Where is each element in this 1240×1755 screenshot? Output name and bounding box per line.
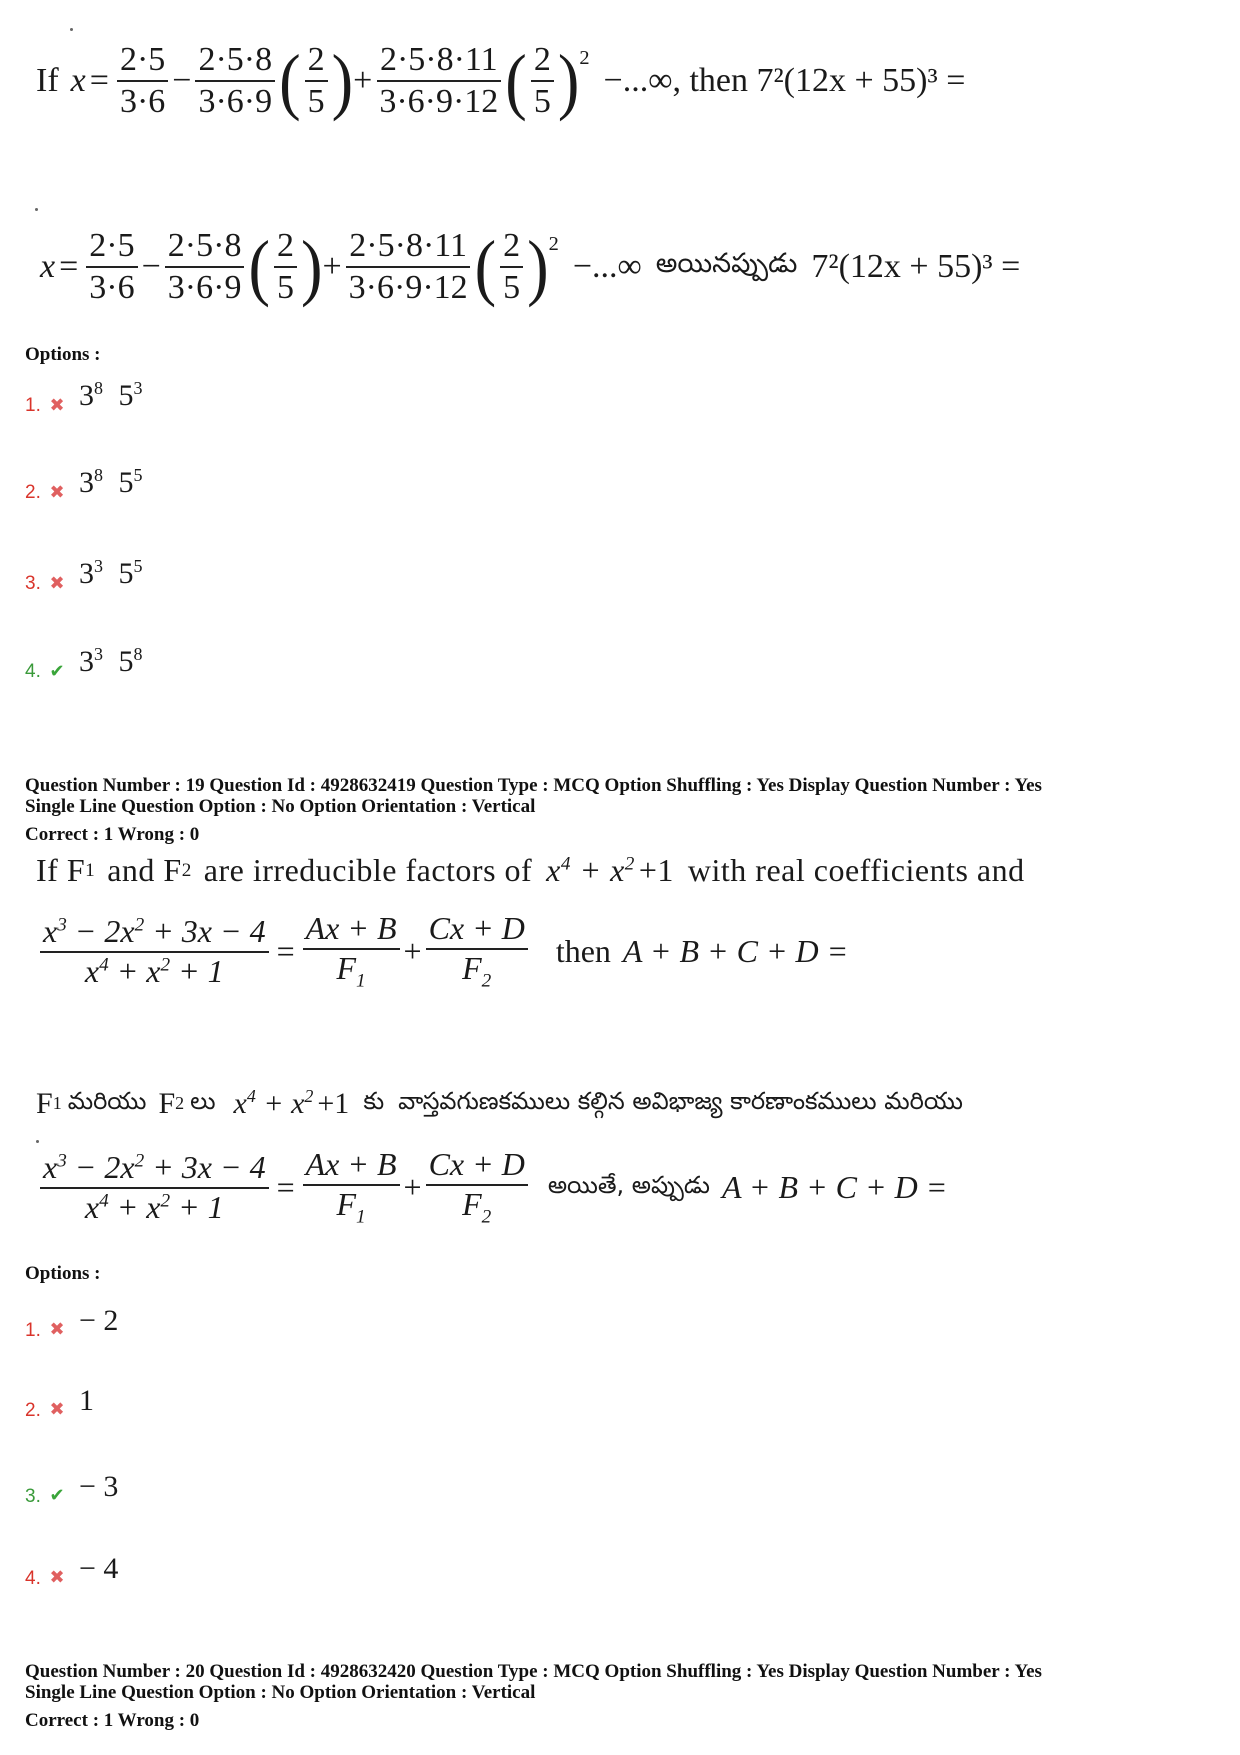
q18-options-label: Options :	[25, 344, 101, 365]
q18-telugu-then: అయినప్పుడు	[655, 247, 798, 279]
q19-meta	[25, 775, 1042, 845]
correct-check-icon: ✔	[49, 1484, 65, 1505]
q19-option-4: 4. ✖ − 4	[25, 1552, 119, 1589]
wrong-icon: ✖	[49, 573, 65, 593]
q20-meta-line2: Single Line Question Option : No Option Orientation : Vertical	[25, 1682, 536, 1703]
wrong-icon: ✖	[49, 482, 65, 502]
q19-english-equation: $\frac{x^3 - 2x^2 + 3x - 4}{x^4 + x^2 + 1}$ = $\frac{Ax + B}{F_1}$ + $\frac{Cx + D}{F_2}$ then A + B + C + D =	[36, 912, 848, 991]
q20-meta-line3: Correct : 1 Wrong : 0	[25, 1710, 200, 1731]
stray-dot	[35, 208, 38, 211]
wrong-icon: ✖	[49, 1398, 65, 1419]
q19-option-1: 1. ✖ − 2	[25, 1304, 119, 1341]
q20-meta-line1: Question Number : 20 Question Id : 4928632420 Question Type : MCQ Option Shuffling : Yes Display Question Number : Yes	[25, 1661, 1042, 1682]
q19-meta-line3: Correct : 1 Wrong : 0	[25, 824, 200, 845]
q19-option-3: 3. ✔ − 3	[25, 1470, 119, 1507]
q18-english-equation: If x = $\frac{2\cdot 5}{3\cdot 6}$ − $\frac{2\cdot 5\cdot 8}{3\cdot 6\cdot 9}$ ( $\frac{2}{5}$ ) + $\frac{2\cdot 5\cdot 8\cdot 11}{3\cdot 6\cdot 9\cdot 12}$ ( $\frac{2}{5}$ ) 2 −...∞, then 7²(12x + 55)³ =	[36, 38, 966, 122]
q18-option-2: 2. ✖ $3^8$ $5^5$	[25, 465, 143, 503]
q19-option-2-value: 1	[79, 1384, 94, 1417]
q18-option-4-value: $3^3$ $5^8$	[79, 644, 143, 678]
q19-telugu-line1: F 1 మరియు F 2 లు $x^4 + x^2$ +1 కు వాస్తవగుణకములు కల్గిన అవిభాజ్య కారణాంకములు మరియు	[36, 1086, 963, 1120]
q18-option-3-value: $3^3$ $5^5$	[79, 556, 143, 590]
q19-option-1-value: − 2	[79, 1304, 119, 1337]
q19-option-2: 2. ✖ 1	[25, 1384, 94, 1421]
q18-option-1-value: $3^8$ $5^3$	[79, 378, 143, 412]
q19-option-3-value: − 3	[79, 1470, 119, 1503]
wrong-icon: ✖	[49, 395, 65, 415]
stray-dot	[36, 1140, 39, 1143]
q18-option-3: 3. ✖ $3^3$ $5^5$	[25, 556, 143, 594]
q18-option-4: 4. ✔ $3^3$ $5^8$	[25, 644, 143, 682]
q19-option-4-value: − 4	[79, 1552, 119, 1585]
q18-telugu-series-tail: −...∞	[572, 247, 642, 285]
wrong-icon: ✖	[49, 1318, 65, 1339]
wrong-icon: ✖	[49, 1566, 65, 1587]
q18-telugu-expr: 7²(12x + 55)³ =	[811, 247, 1021, 285]
q19-telugu-equation: $\frac{x^3 - 2x^2 + 3x - 4}{x^4 + x^2 + 1}$ = $\frac{Ax + B}{F_1}$ + $\frac{Cx + D}{F_2}$ అయితే, అప్పుడు A + B + C + D =	[36, 1148, 947, 1227]
correct-check-icon: ✔	[49, 661, 65, 681]
q19-meta-line2: Single Line Question Option : No Option Orientation : Vertical	[25, 796, 536, 817]
q18-option-2-value: $3^8$ $5^5$	[79, 465, 143, 499]
q18-english-tail: −...∞, then 7²(12x + 55)³ =	[603, 61, 966, 99]
q19-meta-line1: Question Number : 19 Question Id : 4928632419 Question Type : MCQ Option Shuffling : Yes Display Question Number : Yes	[25, 775, 1042, 796]
q18-option-1: 1. ✖ $3^8$ $5^3$	[25, 378, 143, 416]
q19-english-line1: If F 1 and F 2 are irreducible factors of $x^4 + x^2$ +1 with real coefficients and	[36, 852, 1025, 888]
q18-telugu-equation: x = $\frac{2\cdot 5}{3\cdot 6}$ − $\frac{2\cdot 5\cdot 8}{3\cdot 6\cdot 9}$ ( $\frac{2}{5}$ ) + $\frac{2\cdot 5\cdot 8\cdot 11}{3\cdot 6\cdot 9\cdot 12}$ ( $\frac{2}{5}$ ) 2 −...∞ అయినప్పుడు 7²(12x + 55)³ =	[40, 224, 1021, 308]
q19-options-label: Options :	[25, 1263, 101, 1284]
stray-dot	[70, 28, 73, 31]
q20-meta	[25, 1661, 1042, 1731]
q18-if-word: If	[36, 61, 59, 99]
